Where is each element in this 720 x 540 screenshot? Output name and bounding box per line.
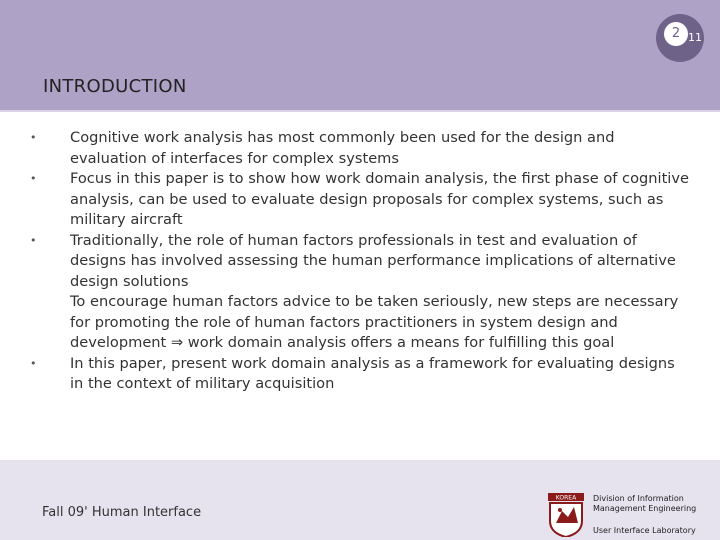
bullet-item [30, 128, 690, 169]
bullet-text: Cognitive work analysis has most commonly been used for the design and evaluation of interfaces for complex systems [70, 129, 615, 167]
bullet-item [30, 231, 690, 293]
bullet-text: To encourage human factors advice to be taken seriously, new steps are necessary for promoting the role of human factors practitioners in system design and development ⇒ work domain analysis offers a means for fulfilling this goal [70, 293, 679, 351]
header-divider [0, 110, 720, 112]
division-name: Division of Information Management Engineering [593, 494, 697, 513]
bullet-item [30, 292, 690, 354]
current-page-number: 2 [664, 22, 688, 46]
bullet-list [30, 128, 690, 395]
bullet-marker: • [30, 172, 37, 185]
university-logo-icon [546, 493, 586, 537]
logo-text: KOREA [555, 494, 577, 502]
bullet-text: Traditionally, the role of human factors professionals in test and evaluation of designs has involved assessing the human performance implications of alternative design solutions [70, 231, 676, 290]
bullet-marker: • [30, 131, 37, 144]
bullet-text: Focus in this paper is to show how work domain analysis, the first phase of cognitive analysis, can be used to evaluate design proposals for complex systems, such as military aircraft [70, 170, 689, 228]
course-name: Fall 09' Human Interface [42, 505, 202, 520]
lab-name: User Interface Laboratory [593, 526, 696, 535]
bullet-item [30, 354, 690, 395]
bullet-marker: • [30, 233, 37, 247]
bullet-marker: • [30, 356, 37, 370]
bullet-item [30, 169, 690, 231]
slide-title: INTRODUCTION [43, 76, 187, 97]
bullet-text: In this paper, present work domain analysis as a framework for evaluating designs in the context of military acquisition [70, 354, 675, 392]
total-page-number: 11 [688, 31, 702, 44]
